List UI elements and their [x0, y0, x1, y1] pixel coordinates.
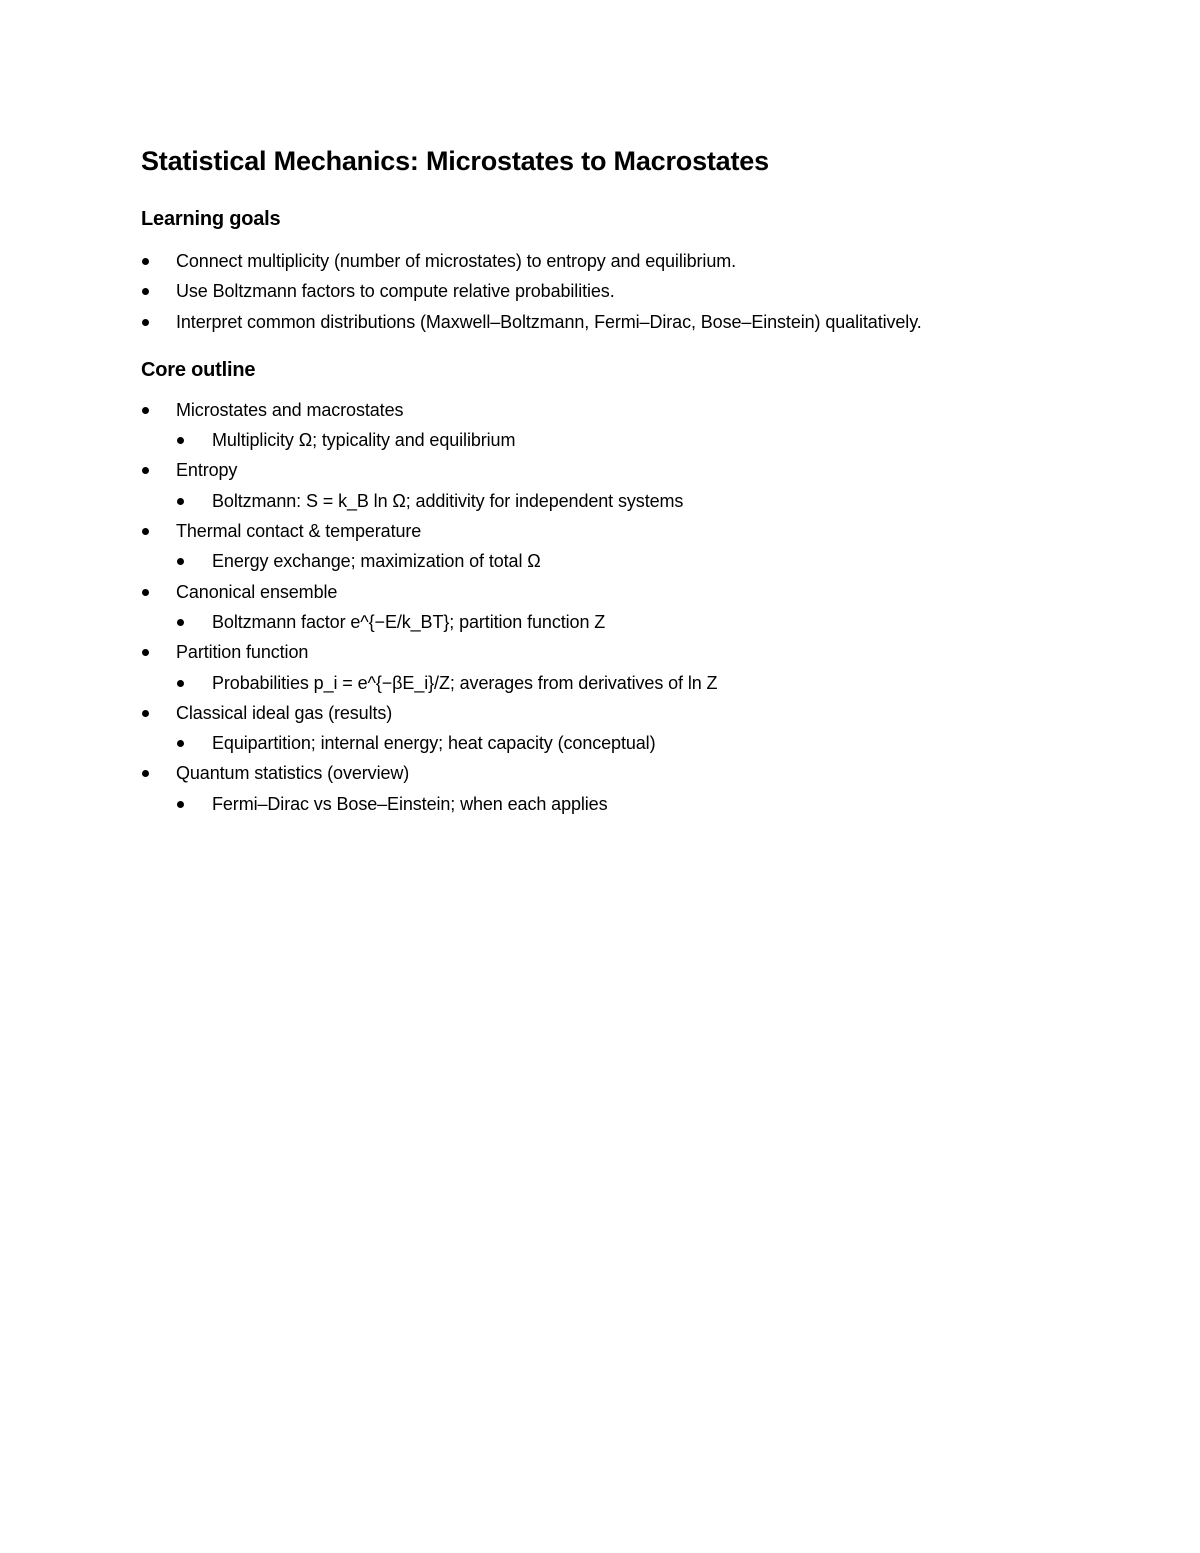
document-title: Statistical Mechanics: Microstates to Macrostates: [141, 146, 769, 176]
outline-item-label: Quantum statistics (overview): [176, 763, 410, 784]
core-outline-heading: Core outline: [141, 358, 256, 381]
outline-item: [141, 516, 1101, 546]
document-page: [141, 140, 1101, 819]
outline-item-label: Thermal contact & temperature: [176, 521, 422, 542]
learning-goals-list: [141, 246, 1101, 337]
bullet-icon: [142, 467, 149, 474]
bullet-icon: [177, 680, 184, 687]
bullet-icon: [142, 258, 149, 265]
learning-goal-text: Connect multiplicity (number of microstates) to entropy and equilibrium.: [176, 251, 737, 271]
outline-subitem-text: Boltzmann factor e^{−E/k_BT}; partition function Z: [212, 611, 606, 632]
outline-item: [141, 758, 1101, 788]
outline-item: [141, 637, 1101, 667]
outline-subitem-text: Energy exchange; maximization of total Ω: [212, 551, 541, 572]
outline-item: [141, 577, 1101, 607]
bullet-icon: [142, 528, 149, 535]
outline-subitem-text: Fermi–Dirac vs Bose–Einstein; when each applies: [212, 793, 608, 814]
bullet-icon: [177, 740, 184, 747]
learning-goals-heading: Learning goals: [141, 208, 281, 230]
outline-subitem: [141, 607, 1101, 637]
bullet-icon: [142, 319, 149, 326]
outline-item-label: Partition function: [176, 642, 309, 663]
outline-item: [141, 698, 1101, 728]
outline-item-label: Entropy: [176, 460, 238, 481]
bullet-icon: [142, 770, 149, 777]
outline-item: [141, 395, 1101, 425]
learning-goal-item: [141, 246, 1101, 276]
bullet-icon: [177, 498, 184, 505]
learning-goal-text: Interpret common distributions (Maxwell–Boltzmann, Fermi–Dirac, Bose–Einstein) qualitatively.: [176, 311, 922, 332]
outline-item: [141, 455, 1101, 485]
outline-subitem: [141, 728, 1101, 758]
outline-item-label: Microstates and macrostates: [176, 399, 404, 420]
outline-subitem-text: Equipartition; internal energy; heat capacity (conceptual): [212, 733, 656, 754]
outline-subitem: [141, 668, 1101, 698]
bullet-icon: [177, 437, 184, 444]
core-outline-list: [141, 395, 1101, 819]
learning-goal-item: [141, 307, 1101, 337]
outline-subitem: [141, 789, 1101, 819]
bullet-icon: [142, 288, 149, 295]
bullet-icon: [177, 619, 184, 626]
bullet-icon: [177, 801, 184, 808]
outline-subitem: [141, 486, 1101, 516]
bullet-icon: [142, 649, 149, 656]
learning-goal-text: Use Boltzmann factors to compute relative probabilities.: [176, 281, 615, 302]
outline-subitem-text: Probabilities p_i = e^{−βE_i}/Z; averages from derivatives of ln Z: [212, 672, 718, 693]
learning-goal-item: [141, 276, 1101, 306]
bullet-icon: [142, 710, 149, 717]
outline-item-label: Classical ideal gas (results): [176, 702, 393, 723]
outline-subitem-text: Boltzmann: S = k_B ln Ω; additivity for independent systems: [212, 490, 684, 511]
outline-subitem: [141, 546, 1101, 576]
outline-subitem-text: Multiplicity Ω; typicality and equilibrium: [212, 430, 516, 451]
outline-item-label: Canonical ensemble: [176, 581, 338, 602]
bullet-icon: [142, 589, 149, 596]
bullet-icon: [142, 407, 149, 414]
bullet-icon: [177, 558, 184, 565]
outline-subitem: [141, 425, 1101, 455]
